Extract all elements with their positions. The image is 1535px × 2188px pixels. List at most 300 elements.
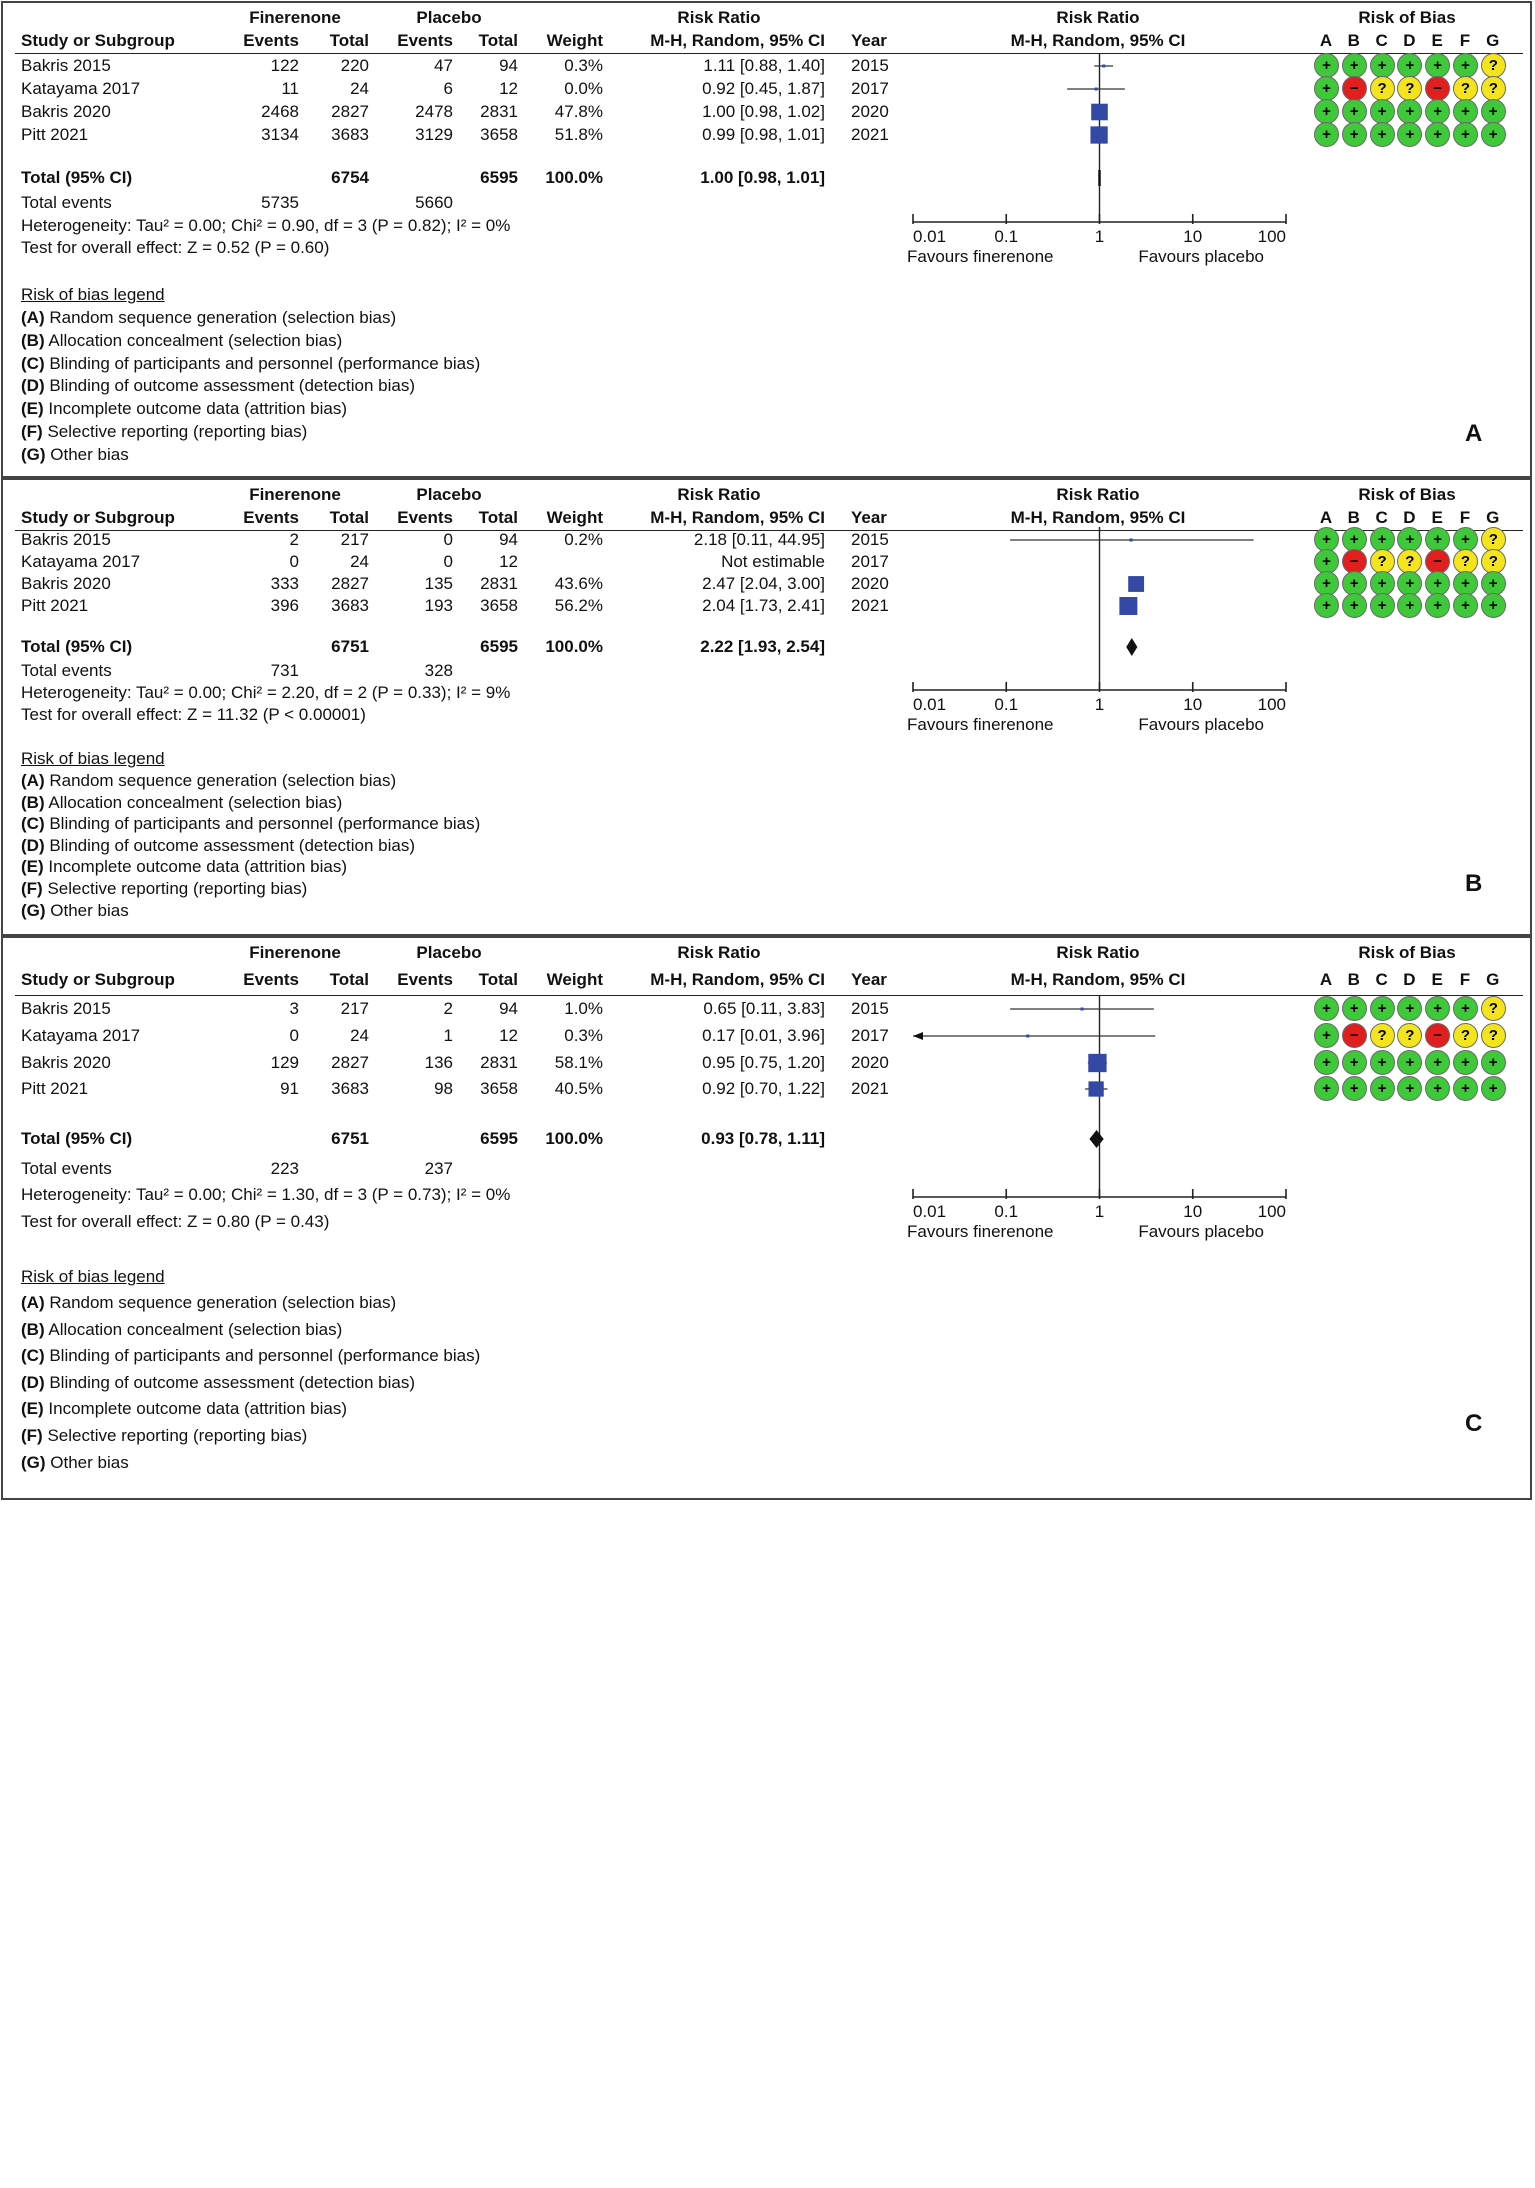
- weight: 0.0%: [564, 79, 603, 98]
- header-rob-b: B: [1347, 508, 1360, 527]
- legend-key: (E): [21, 1399, 44, 1419]
- rob-low-dot: +: [1314, 549, 1339, 574]
- legend-key: (G): [21, 900, 46, 920]
- legend-title: Risk of bias legend: [21, 285, 165, 304]
- rob-low-dot: +: [1425, 996, 1450, 1021]
- legend-key: (A): [21, 1293, 45, 1312]
- legend-item: [21, 400, 347, 417]
- header-rob-g: G: [1486, 31, 1500, 50]
- header-risk-ratio: Risk Ratio: [677, 485, 761, 504]
- pla-events: 2478: [415, 102, 453, 121]
- header-year: Year: [851, 508, 887, 527]
- legend-item: [21, 355, 480, 372]
- study-name: Pitt 2021: [21, 596, 89, 615]
- pla-events: 135: [424, 574, 453, 593]
- header-placebo: Placebo: [416, 485, 482, 504]
- rob-unclear-dot: ?: [1453, 1023, 1478, 1048]
- fin-events: 122: [270, 56, 299, 75]
- rob-low-dot: +: [1481, 99, 1506, 124]
- rob-low-dot: +: [1370, 1076, 1395, 1101]
- header-fin-events: Events: [243, 970, 299, 989]
- rob-low-dot: +: [1397, 1050, 1422, 1075]
- fin-total: 217: [340, 530, 369, 549]
- header-risk-ratio: Risk Ratio: [677, 8, 761, 27]
- legend-text: Blinding of outcome assessment (detection bias): [44, 376, 416, 396]
- risk-ratio-ci: 2.18 [0.11, 44.95]: [693, 530, 825, 549]
- x-axis-tick-label: 10: [1183, 227, 1203, 246]
- header-finerenone: Finerenone: [249, 8, 341, 27]
- header-pla-events: Events: [397, 508, 453, 527]
- header-placebo: Placebo: [416, 943, 482, 962]
- rob-low-dot: +: [1370, 571, 1395, 596]
- fin-events: 396: [270, 596, 299, 615]
- study-year: 2017: [851, 1026, 889, 1045]
- header-weight: Weight: [546, 31, 603, 50]
- ci-arrow: [913, 1032, 923, 1040]
- study-year: 2017: [851, 79, 889, 98]
- study-year: 2021: [851, 596, 889, 615]
- header-risk-of-bias: Risk of Bias: [1358, 943, 1456, 962]
- rob-low-dot: +: [1342, 1076, 1367, 1101]
- legend-item: [21, 309, 396, 326]
- fin-events: 3134: [261, 125, 299, 144]
- fin-total: 2827: [331, 102, 369, 121]
- legend-text: Incomplete outcome data (attrition bias): [43, 857, 347, 877]
- x-axis-tick-label: 10: [1183, 695, 1203, 714]
- forest-plot-panel-c: [1, 936, 1532, 1500]
- rob-unclear-dot: ?: [1453, 549, 1478, 574]
- total-fin: 6751: [331, 637, 369, 656]
- rob-high-dot: −: [1342, 549, 1367, 574]
- pla-total: 3658: [480, 1079, 518, 1098]
- legend-text: Blinding of participants and personnel (performance bias): [44, 353, 481, 373]
- rob-low-dot: +: [1425, 571, 1450, 596]
- x-axis-tick-label: 0.1: [994, 695, 1019, 714]
- header-risk-of-bias: Risk of Bias: [1358, 8, 1456, 27]
- pla-events: 136: [424, 1053, 453, 1072]
- fin-events: 129: [270, 1053, 299, 1072]
- fin-total: 3683: [331, 1079, 369, 1098]
- legend-key: (B): [21, 330, 45, 350]
- rob-unclear-dot: ?: [1397, 549, 1422, 574]
- forest-plot-panel-b: [1, 478, 1532, 936]
- rob-low-dot: +: [1453, 593, 1478, 618]
- header-method-plot: M-H, Random, 95% CI: [1010, 970, 1186, 989]
- total-pla: 6595: [480, 637, 518, 656]
- legend-key: (C): [21, 353, 45, 373]
- weight: 0.2%: [564, 530, 603, 549]
- pla-events: 2: [443, 999, 453, 1018]
- study-point: [1128, 576, 1144, 592]
- total-weight: 100.0%: [545, 1129, 603, 1148]
- total-events-label: Total events: [21, 1159, 112, 1178]
- study-year: 2021: [851, 125, 889, 144]
- rob-low-dot: +: [1370, 593, 1395, 618]
- pla-total: 12: [499, 552, 518, 571]
- rob-low-dot: +: [1481, 593, 1506, 618]
- rob-low-dot: +: [1397, 593, 1422, 618]
- legend-item: [21, 423, 307, 440]
- rob-high-dot: −: [1342, 76, 1367, 101]
- forest-plot: [3, 3, 1534, 278]
- legend-text: Allocation concealment (selection bias): [44, 1319, 343, 1339]
- header-rob-e: E: [1431, 31, 1443, 50]
- total-events-fin: 731: [270, 661, 299, 680]
- rob-low-dot: +: [1425, 527, 1450, 552]
- total-label: Total (95% CI): [21, 637, 133, 656]
- pla-total: 2831: [480, 102, 518, 121]
- rob-low-dot: +: [1453, 1050, 1478, 1075]
- risk-ratio-ci: 1.11 [0.88, 1.40]: [703, 56, 825, 75]
- x-axis-tick-label: 100: [1257, 227, 1286, 246]
- rob-low-dot: +: [1342, 122, 1367, 147]
- rob-low-dot: +: [1370, 527, 1395, 552]
- pla-total: 3658: [480, 596, 518, 615]
- heterogeneity: Heterogeneity: Tau² = 0.00; Chi² = 2.20, df = 2 (P = 0.33); I² = 9%: [21, 683, 511, 702]
- rob-high-dot: −: [1425, 1023, 1450, 1048]
- legend-item: [21, 446, 129, 463]
- x-axis-tick-label: 10: [1183, 1202, 1203, 1221]
- legend-text: Other bias: [45, 1452, 129, 1472]
- rob-low-dot: +: [1453, 122, 1478, 147]
- study-name: Katayama 2017: [21, 79, 141, 98]
- risk-ratio-ci: 0.92 [0.70, 1.22]: [702, 1079, 825, 1098]
- header-risk-of-bias: Risk of Bias: [1358, 485, 1456, 504]
- header-method-plot: M-H, Random, 95% CI: [1010, 508, 1186, 527]
- study-name: Bakris 2015: [21, 530, 111, 549]
- weight: 0.3%: [564, 1026, 603, 1045]
- rob-low-dot: +: [1425, 122, 1450, 147]
- study-year: 2020: [851, 574, 889, 593]
- rob-unclear-dot: ?: [1397, 1023, 1422, 1048]
- header-risk-ratio: Risk Ratio: [677, 943, 761, 962]
- legend-text: Other bias: [45, 900, 129, 920]
- favours-finerenone-label: Favours finerenone: [907, 1222, 1054, 1241]
- study-point: [1090, 126, 1107, 143]
- header-fin-total: Total: [329, 508, 369, 527]
- header-pla-total: Total: [478, 31, 518, 50]
- legend-text: Blinding of outcome assessment (detection bias): [44, 835, 416, 855]
- total-diamond: [1126, 638, 1137, 656]
- legend-text: Random sequence generation (selection bias): [44, 771, 397, 790]
- rob-low-dot: +: [1453, 571, 1478, 596]
- rob-unclear-dot: ?: [1481, 53, 1506, 78]
- study-point: [1102, 65, 1105, 68]
- x-axis-tick-label: 0.1: [994, 227, 1019, 246]
- fin-events: 0: [289, 1026, 299, 1045]
- x-axis-tick-label: 0.01: [913, 1202, 947, 1221]
- legend-text: Selective reporting (reporting bias): [42, 1426, 308, 1445]
- fin-total: 24: [350, 79, 369, 98]
- forest-plot-panel-a: [1, 1, 1532, 478]
- header-rob-f: F: [1459, 970, 1471, 989]
- rob-low-dot: +: [1453, 53, 1478, 78]
- pla-total: 94: [499, 530, 518, 549]
- study-point: [1095, 88, 1098, 91]
- total-ci: 1.00 [0.98, 1.01]: [700, 168, 825, 187]
- total-events-pla: 5660: [415, 193, 453, 212]
- rob-low-dot: +: [1314, 53, 1339, 78]
- study-point: [1119, 597, 1137, 615]
- header-rob-b: B: [1347, 31, 1360, 50]
- header-rob-e: E: [1431, 970, 1443, 989]
- total-events-fin: 5735: [261, 193, 299, 212]
- header-rob-e: E: [1431, 508, 1443, 527]
- study-point: [1088, 1081, 1103, 1096]
- header-study: Study or Subgroup: [21, 31, 175, 50]
- legend-text: Blinding of outcome assessment (detection bias): [44, 1372, 416, 1392]
- legend-text: Incomplete outcome data (attrition bias): [43, 1399, 347, 1419]
- header-rob-b: B: [1347, 970, 1360, 989]
- fin-events: 3: [289, 999, 299, 1018]
- rob-low-dot: +: [1481, 1050, 1506, 1075]
- overall-effect: Test for overall effect: Z = 0.52 (P = 0.60): [21, 238, 330, 257]
- favours-finerenone-label: Favours finerenone: [907, 247, 1054, 266]
- x-axis-tick-label: 0.01: [913, 695, 947, 714]
- legend-title: Risk of bias legend: [21, 1267, 165, 1286]
- fin-events: 11: [281, 79, 299, 98]
- legend-key: (G): [21, 1452, 46, 1472]
- study-name: Pitt 2021: [21, 1079, 89, 1098]
- legend-text: Other bias: [45, 444, 129, 464]
- rob-low-dot: +: [1314, 571, 1339, 596]
- rob-unclear-dot: ?: [1481, 76, 1506, 101]
- rob-low-dot: +: [1481, 1076, 1506, 1101]
- total-weight: 100.0%: [545, 637, 603, 656]
- x-axis-tick-label: 1: [1094, 695, 1105, 714]
- pla-total: 3658: [480, 125, 518, 144]
- rob-low-dot: +: [1314, 76, 1339, 101]
- x-axis-tick-label: 100: [1257, 1202, 1286, 1221]
- total-label: Total (95% CI): [21, 168, 133, 187]
- legend-key: (A): [21, 308, 45, 327]
- fin-events: 91: [280, 1079, 299, 1098]
- rob-low-dot: +: [1397, 122, 1422, 147]
- legend-text: Allocation concealment (selection bias): [44, 792, 343, 812]
- risk-ratio-ci: 0.65 [0.11, 3.83]: [703, 999, 825, 1018]
- header-rob-d: D: [1403, 508, 1416, 527]
- pla-events: 1: [443, 1026, 453, 1045]
- header-pla-events: Events: [397, 31, 453, 50]
- header-rob-f: F: [1459, 508, 1471, 527]
- rob-low-dot: +: [1397, 996, 1422, 1021]
- pla-events: 0: [443, 530, 453, 549]
- legend-text: Random sequence generation (selection bias): [44, 308, 397, 327]
- header-fin-total: Total: [329, 31, 369, 50]
- heterogeneity: Heterogeneity: Tau² = 0.00; Chi² = 0.90, df = 3 (P = 0.82); I² = 0%: [21, 216, 511, 235]
- rob-low-dot: +: [1453, 1076, 1478, 1101]
- heterogeneity: Heterogeneity: Tau² = 0.00; Chi² = 1.30, df = 3 (P = 0.73); I² = 0%: [21, 1185, 511, 1204]
- header-risk-ratio-plot: Risk Ratio: [1056, 8, 1140, 27]
- total-events-pla: 328: [424, 661, 453, 680]
- rob-low-dot: +: [1397, 571, 1422, 596]
- legend-key: (A): [21, 771, 45, 790]
- header-fin-events: Events: [243, 31, 299, 50]
- rob-low-dot: +: [1453, 996, 1478, 1021]
- pla-events: 3129: [415, 125, 453, 144]
- rob-low-dot: +: [1342, 593, 1367, 618]
- rob-low-dot: +: [1370, 996, 1395, 1021]
- legend-key: (F): [21, 422, 43, 441]
- favours-finerenone-label: Favours finerenone: [907, 715, 1054, 734]
- rob-unclear-dot: ?: [1481, 527, 1506, 552]
- pla-events: 6: [443, 79, 453, 98]
- rob-low-dot: +: [1342, 53, 1367, 78]
- study-point: [1130, 539, 1133, 542]
- header-weight: Weight: [546, 970, 603, 989]
- rob-low-dot: +: [1342, 527, 1367, 552]
- rob-low-dot: +: [1314, 1076, 1339, 1101]
- header-weight: Weight: [546, 508, 603, 527]
- fin-events: 333: [270, 574, 299, 593]
- risk-ratio-ci: 0.17 [0.01, 3.96]: [702, 1026, 825, 1045]
- rob-low-dot: +: [1342, 996, 1367, 1021]
- legend-key: (B): [21, 1319, 45, 1339]
- header-finerenone: Finerenone: [249, 485, 341, 504]
- study-name: Bakris 2015: [21, 56, 111, 75]
- pla-total: 12: [499, 1026, 518, 1045]
- fin-total: 24: [350, 552, 369, 571]
- legend-key: (E): [21, 857, 44, 877]
- rob-low-dot: +: [1342, 99, 1367, 124]
- rob-low-dot: +: [1425, 99, 1450, 124]
- header-method: M-H, Random, 95% CI: [650, 970, 825, 989]
- header-method: M-H, Random, 95% CI: [650, 508, 825, 527]
- study-point: [1091, 104, 1108, 121]
- legend-key: (F): [21, 879, 43, 898]
- rob-low-dot: +: [1314, 1023, 1339, 1048]
- pla-total: 12: [499, 79, 518, 98]
- rob-low-dot: +: [1314, 1050, 1339, 1075]
- study-year: 2020: [851, 1053, 889, 1072]
- legend-text: Blinding of participants and personnel (performance bias): [44, 814, 481, 834]
- x-axis-tick-label: 0.1: [994, 1202, 1019, 1221]
- total-events-label: Total events: [21, 193, 112, 212]
- header-rob-c: C: [1375, 508, 1388, 527]
- risk-ratio-ci: 2.04 [1.73, 2.41]: [702, 596, 825, 615]
- total-events-label: Total events: [21, 661, 112, 680]
- header-year: Year: [851, 970, 887, 989]
- pla-total: 2831: [480, 574, 518, 593]
- favours-placebo-label: Favours placebo: [1138, 247, 1264, 266]
- header-rob-d: D: [1403, 31, 1416, 50]
- weight: 40.5%: [554, 1079, 603, 1098]
- rob-low-dot: +: [1370, 99, 1395, 124]
- rob-low-dot: +: [1397, 99, 1422, 124]
- fin-events: 0: [289, 552, 299, 571]
- rob-unclear-dot: ?: [1370, 1023, 1395, 1048]
- rob-low-dot: +: [1314, 593, 1339, 618]
- rob-low-dot: +: [1314, 996, 1339, 1021]
- header-pla-events: Events: [397, 970, 453, 989]
- rob-low-dot: +: [1397, 527, 1422, 552]
- overall-effect: Test for overall effect: Z = 0.80 (P = 0.43): [21, 1212, 330, 1231]
- study-point: [1026, 1035, 1029, 1038]
- header-rob-c: C: [1375, 970, 1388, 989]
- pla-events: 98: [434, 1079, 453, 1098]
- rob-low-dot: +: [1397, 1076, 1422, 1101]
- rob-low-dot: +: [1481, 122, 1506, 147]
- rob-unclear-dot: ?: [1397, 76, 1422, 101]
- header-rob-a: A: [1319, 970, 1333, 989]
- legend-text: Allocation concealment (selection bias): [44, 330, 343, 350]
- fin-total: 2827: [331, 574, 369, 593]
- header-pla-total: Total: [478, 508, 518, 527]
- rob-low-dot: +: [1370, 53, 1395, 78]
- study-year: 2015: [851, 56, 889, 75]
- header-rob-a: A: [1319, 508, 1333, 527]
- rob-low-dot: +: [1314, 99, 1339, 124]
- header-study: Study or Subgroup: [21, 508, 175, 527]
- weight: 1.0%: [564, 999, 603, 1018]
- study-year: 2015: [851, 999, 889, 1018]
- fin-total: 217: [340, 999, 369, 1018]
- fin-total: 3683: [331, 125, 369, 144]
- total-pla: 6595: [480, 1129, 518, 1148]
- favours-placebo-label: Favours placebo: [1138, 1222, 1264, 1241]
- weight: 56.2%: [554, 596, 603, 615]
- rob-unclear-dot: ?: [1453, 76, 1478, 101]
- legend-key: (G): [21, 444, 46, 464]
- rob-low-dot: +: [1453, 527, 1478, 552]
- header-rob-f: F: [1459, 31, 1471, 50]
- panel-label: A: [1465, 420, 1483, 447]
- legend-key: (D): [21, 835, 45, 855]
- total-fin: 6754: [331, 168, 369, 187]
- header-fin-events: Events: [243, 508, 299, 527]
- study-point: [1081, 1008, 1084, 1011]
- rob-high-dot: −: [1425, 76, 1450, 101]
- x-axis-tick-label: 1: [1094, 227, 1105, 246]
- study-name: Katayama 2017: [21, 1026, 141, 1045]
- legend-key: (D): [21, 1372, 45, 1392]
- study-name: Katayama 2017: [21, 552, 141, 571]
- total-ci: 0.93 [0.78, 1.11]: [701, 1129, 825, 1148]
- rob-unclear-dot: ?: [1370, 549, 1395, 574]
- panel-label: C: [1465, 1410, 1483, 1437]
- total-events-pla: 237: [424, 1159, 453, 1178]
- legend-item: [21, 332, 342, 349]
- risk-ratio-ci: 0.99 [0.98, 1.01]: [702, 125, 825, 144]
- weight: 58.1%: [554, 1053, 603, 1072]
- favours-placebo-label: Favours placebo: [1138, 715, 1264, 734]
- pla-total: 2831: [480, 1053, 518, 1072]
- study-year: 2015: [851, 530, 889, 549]
- study-name: Bakris 2020: [21, 102, 111, 121]
- study-name: Bakris 2015: [21, 999, 111, 1018]
- overall-effect: Test for overall effect: Z = 11.32 (P < 0.00001): [21, 705, 366, 724]
- risk-ratio-ci: 0.95 [0.75, 1.20]: [702, 1053, 825, 1072]
- header-method: M-H, Random, 95% CI: [650, 31, 825, 50]
- pla-events: 47: [434, 56, 453, 75]
- header-risk-ratio-plot: Risk Ratio: [1056, 943, 1140, 962]
- total-pla: 6595: [480, 168, 518, 187]
- pla-total: 94: [499, 56, 518, 75]
- legend-text: Blinding of participants and personnel (performance bias): [44, 1346, 481, 1366]
- header-rob-d: D: [1403, 970, 1416, 989]
- legend-item: [21, 377, 415, 394]
- study-year: 2020: [851, 102, 889, 121]
- rob-low-dot: +: [1453, 99, 1478, 124]
- rob-low-dot: +: [1425, 593, 1450, 618]
- total-label: Total (95% CI): [21, 1129, 133, 1148]
- legend-key: (F): [21, 1426, 43, 1445]
- rob-low-dot: +: [1425, 53, 1450, 78]
- legend-text: Random sequence generation (selection bias): [44, 1293, 397, 1312]
- rob-low-dot: +: [1342, 1050, 1367, 1075]
- fin-events: 2: [289, 530, 299, 549]
- rob-high-dot: −: [1425, 549, 1450, 574]
